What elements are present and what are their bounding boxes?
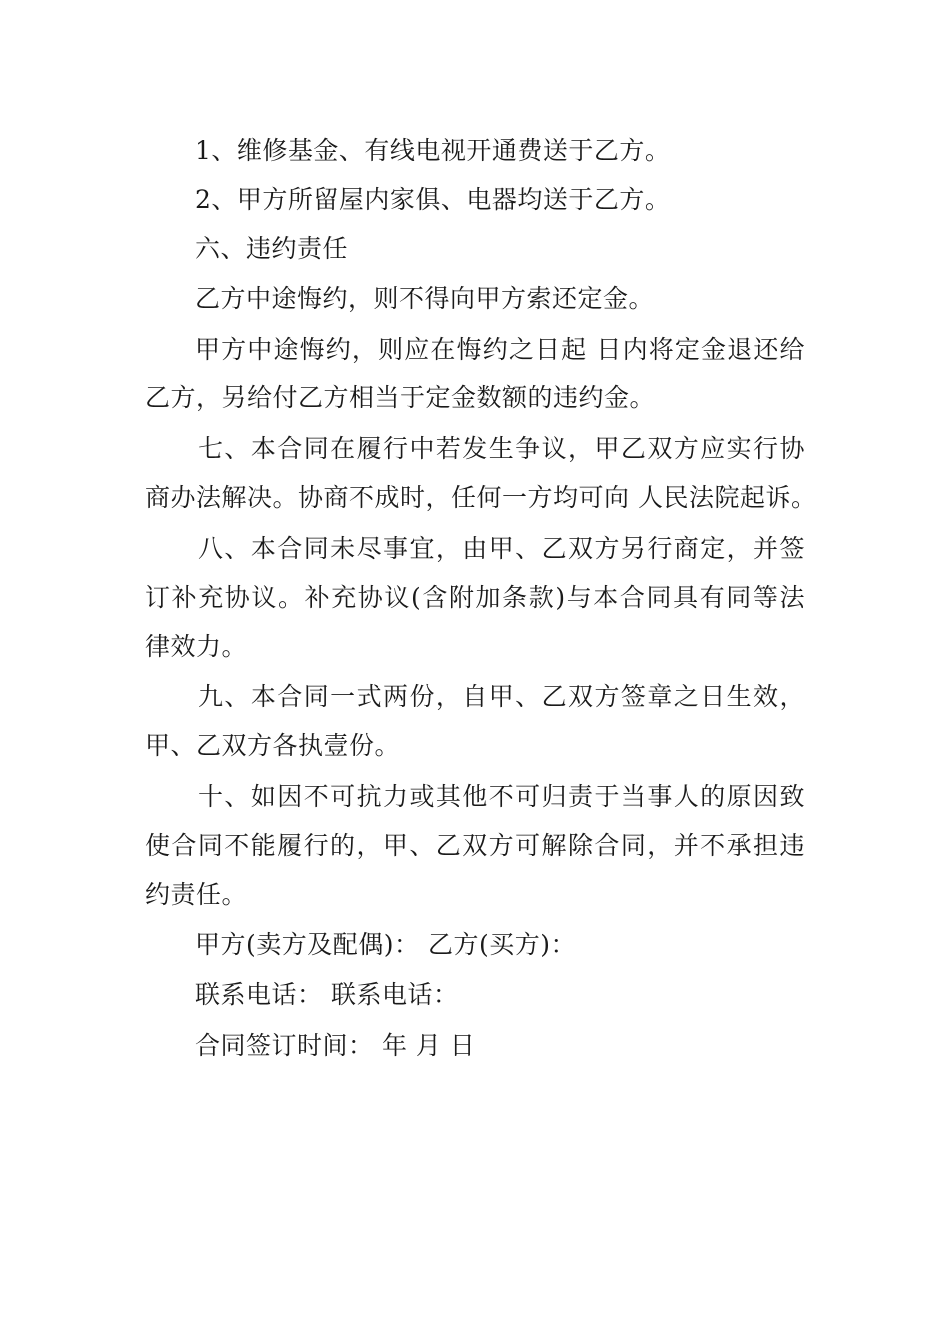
clause-5-item-1: 1、维修基金、有线电视开通费送于乙方。 (195, 136, 671, 165)
breach-party-a-line-1: 甲方中途悔约，则应在悔约之日起 日内将定金退还给 (195, 335, 805, 364)
breach-party-a-line-2: 乙方，另给付乙方相当于定金数额的违约金。 (145, 383, 656, 412)
clause-5-item-2: 2、甲方所留屋内家俱、电器均送于乙方。 (195, 185, 671, 214)
signing-date: 合同签订时间： 年 月 日 (195, 1031, 476, 1060)
section-heading-breach: 六、违约责任 (195, 234, 349, 263)
clause-10-line-1: 十、如因不可抗力或其他不可归责于当事人的原因致 (198, 782, 805, 811)
clause-7-line-2: 商办法解决。协商不成时，任何一方均可向 人民法院起诉。 (145, 483, 817, 512)
clause-8-line-1: 八、本合同未尽事宜，由甲、乙双方另行商定，并签 (198, 534, 805, 563)
clause-7-line-1: 七、本合同在履行中若发生争议，甲乙双方应实行协 (198, 434, 805, 463)
clause-9-line-2: 甲、乙双方各执壹份。 (145, 731, 401, 760)
signature-parties: 甲方(卖方及配偶)： 乙方(买方)： (195, 930, 576, 959)
contact-phones: 联系电话： 联系电话： (195, 980, 459, 1009)
clause-8-line-2: 订补充协议。补充协议(含附加条款)与本合同具有同等法 (145, 583, 805, 612)
clause-10-line-3: 约责任。 (145, 880, 248, 909)
breach-party-b: 乙方中途悔约，则不得向甲方索还定金。 (195, 284, 655, 313)
clause-8-line-3: 律效力。 (145, 632, 248, 661)
clause-10-line-2: 使合同不能履行的，甲、乙双方可解除合同，并不承担违 (145, 831, 805, 860)
clause-9-line-1: 九、本合同一式两份，自甲、乙双方签章之日生效， (198, 682, 805, 711)
